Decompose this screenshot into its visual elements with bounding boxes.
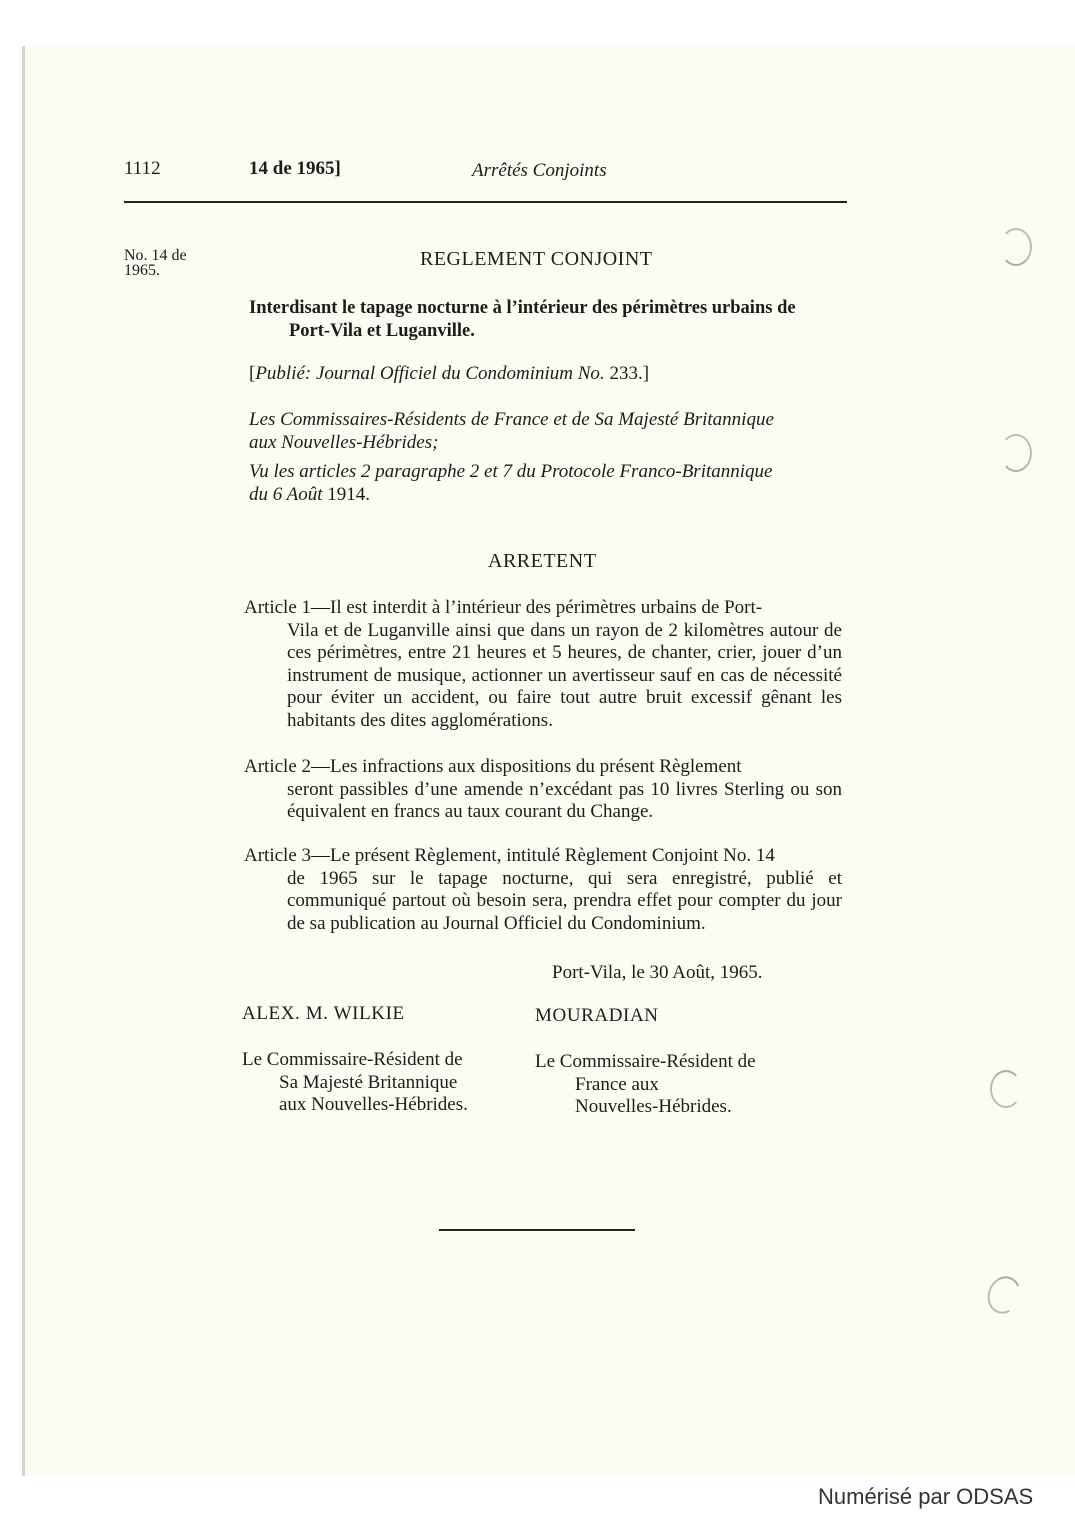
margin-note bbox=[124, 248, 187, 278]
punch-hole-mark bbox=[1000, 434, 1032, 472]
preamble-line: Les Commissaires-Résidents de France et de Sa Majesté Britannique bbox=[249, 409, 774, 430]
page-number: 1112 bbox=[124, 158, 161, 179]
bracket: [ bbox=[249, 363, 256, 384]
signatory-title-line: France aux bbox=[575, 1073, 659, 1095]
margin-note-line: No. 14 de bbox=[124, 247, 187, 264]
signatory-title-line: Sa Majesté Britannique bbox=[279, 1071, 458, 1093]
signatory-title-line: Le Commissaire-Résident de bbox=[535, 1051, 756, 1072]
header-rule bbox=[124, 201, 847, 203]
header-reference: 14 de 1965] bbox=[249, 158, 341, 179]
preamble-paragraph bbox=[249, 460, 772, 506]
preamble-year: 1914. bbox=[322, 484, 371, 505]
article-3 bbox=[244, 845, 842, 935]
article-first-line: Article 2—Les infractions aux dispositions du présent Règlement bbox=[244, 756, 742, 777]
article-first-line: Article 3—Le présent Règlement, intitulé Règlement Conjoint No. 14 bbox=[244, 845, 775, 866]
article-body: de 1965 sur le tapage nocturne, qui sera enregistré, publié et communiqué partout où besoin sera, prendra effet pour compter du jour de sa publication au Journal Officiel du Condominium. bbox=[287, 867, 842, 934]
decree-heading: ARRETENT bbox=[488, 550, 597, 572]
publication-note bbox=[249, 362, 649, 385]
subtitle-line: Port-Vila et Luganville. bbox=[289, 321, 475, 341]
signatory-title-line: Nouvelles-Hébrides. bbox=[575, 1096, 732, 1117]
preamble-date: du 6 Août bbox=[249, 484, 323, 505]
subtitle bbox=[249, 297, 796, 343]
preamble-line: Vu les articles 2 paragraphe 2 et 7 du Protocole Franco-Britannique bbox=[249, 461, 773, 482]
article-body: seront passibles d’une amende n’excédant pas 10 livres Sterling ou son équivalent en francs au taux courant du Change. bbox=[287, 778, 842, 823]
preamble-line bbox=[249, 483, 772, 506]
signatory-right-name: MOURADIAN bbox=[535, 1005, 659, 1026]
header-section: Arrêtés Conjoints bbox=[472, 160, 607, 181]
signatory-title-line: aux Nouvelles-Hébrides. bbox=[279, 1094, 468, 1115]
article-2 bbox=[244, 756, 842, 824]
article-1 bbox=[244, 597, 842, 733]
signatory-left-title bbox=[242, 1049, 468, 1117]
signatory-left-name: ALEX. M. WILKIE bbox=[242, 1003, 405, 1024]
margin-note-line: 1965. bbox=[124, 262, 160, 279]
document-title: REGLEMENT CONJOINT bbox=[420, 248, 653, 270]
article-body: Vila et de Luganville ainsi que dans un rayon de 2 kilomètres autour de ces périmètres, entre 21 heures et 5 heures, de chanter, crier, jouer d’un instrument de musique, actionner un avertisseur sauf en cas de nécessité pour éviter un accident, ou faire tout autre bruit excessif gênant les habitants des dites agglomérations. bbox=[287, 619, 842, 731]
subtitle-line: Interdisant le tapage nocturne à l’intérieur des périmètres urbains de bbox=[249, 298, 796, 318]
publication-number: 233.] bbox=[604, 363, 650, 384]
article-first-line: Article 1—Il est interdit à l’intérieur des périmètres urbains de Port- bbox=[244, 597, 763, 618]
scan-credit: Numérisé par ODSAS bbox=[818, 1484, 1034, 1509]
publication-label: Publié: Journal Officiel du Condominium No. bbox=[255, 363, 605, 384]
place-date: Port-Vila, le 30 Août, 1965. bbox=[552, 962, 763, 983]
closing-rule bbox=[439, 1229, 635, 1231]
punch-hole-mark bbox=[1000, 228, 1032, 266]
signatory-right-title bbox=[535, 1051, 756, 1119]
signatory-title-line: Le Commissaire-Résident de bbox=[242, 1049, 463, 1070]
preamble-line: aux Nouvelles-Hébrides; bbox=[249, 432, 439, 453]
sheet-edge bbox=[22, 46, 25, 1476]
preamble-paragraph bbox=[249, 408, 774, 454]
punch-hole-mark bbox=[990, 1070, 1022, 1108]
